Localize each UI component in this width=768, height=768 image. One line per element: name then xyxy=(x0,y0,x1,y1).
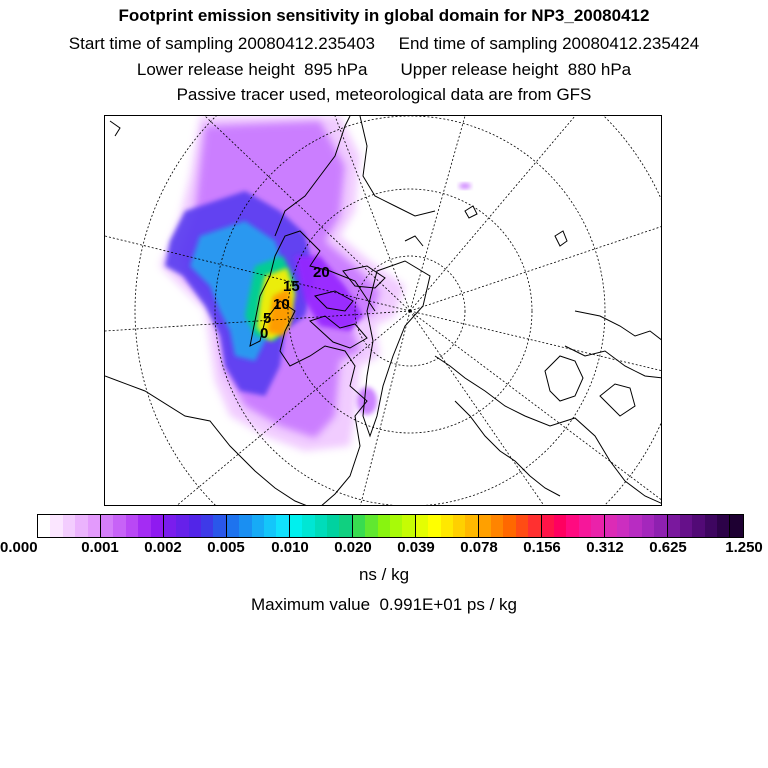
colorbar-segment xyxy=(591,515,603,537)
colorbar-tick-label: 0.000 xyxy=(0,539,38,556)
colorbar-segment xyxy=(163,515,176,537)
page-title: Footprint emission sensitivity in global domain for NP3_20080412 xyxy=(118,6,650,25)
colorbar-segment xyxy=(88,515,100,537)
colorbar-tick-label: 0.078 xyxy=(460,539,498,556)
colorbar-segment xyxy=(428,515,440,537)
colorbar-segment xyxy=(100,515,113,537)
meridian-line xyxy=(410,311,545,506)
meridian-line xyxy=(410,311,662,371)
colorbar-segment xyxy=(491,515,503,537)
colorbar-segment xyxy=(541,515,554,537)
colorbar-tick-label: 0.625 xyxy=(649,539,687,556)
colorbar-segment xyxy=(478,515,491,537)
colorbar-segment xyxy=(75,515,87,537)
colorbar-segment xyxy=(579,515,591,537)
sampling-time-line: Start time of sampling 20080412.235403 End time of sampling 20080412.235424 xyxy=(68,34,700,53)
colorbar-segment xyxy=(617,515,629,537)
colorbar-tick-label: 0.312 xyxy=(586,539,624,556)
colorbar-tick-label: 0.005 xyxy=(207,539,245,556)
colorbar-segment xyxy=(252,515,264,537)
colorbar-segment xyxy=(692,515,704,537)
colorbar-segment xyxy=(390,515,402,537)
colorbar-segment xyxy=(503,515,515,537)
colorbar-segment xyxy=(63,515,75,537)
colorbar-segment xyxy=(226,515,239,537)
colorbar-segment xyxy=(629,515,641,537)
colorbar-segment xyxy=(201,515,213,537)
colorbar-segment xyxy=(453,515,465,537)
unit-label: ns / kg xyxy=(358,565,410,584)
track-label: 20 xyxy=(313,264,330,281)
colorbar-segment xyxy=(289,515,302,537)
track-label: 10 xyxy=(273,296,290,313)
meridian-line xyxy=(410,116,465,311)
track-label: 5 xyxy=(263,310,272,327)
track-label: 15 xyxy=(283,278,300,295)
colorbar-tick-label: 0.001 xyxy=(81,539,119,556)
colorbar-segment xyxy=(365,515,377,537)
colorbar-segment xyxy=(151,515,163,537)
map-canvas xyxy=(105,116,662,506)
colorbar-segment xyxy=(642,515,654,537)
colorbar-segment xyxy=(516,515,528,537)
colorbar-segment xyxy=(680,515,692,537)
colorbar-segment xyxy=(667,515,680,537)
release-height-line: Lower release height 895 hPa Upper release height 880 hPa xyxy=(136,60,632,79)
colorbar-tick-label: 0.002 xyxy=(144,539,182,556)
footprint-map xyxy=(104,115,662,506)
tracer-info-line: Passive tracer used, meteorological data are from GFS xyxy=(176,85,592,104)
colorbar-segment xyxy=(113,515,125,537)
colorbar-segment xyxy=(38,515,50,537)
colorbar-segment xyxy=(705,515,717,537)
colorbar-segment xyxy=(213,515,225,537)
colorbar-segment xyxy=(327,515,339,537)
track-label: 0 xyxy=(260,325,269,342)
colorbar-segment xyxy=(729,515,742,537)
colorbar-segment xyxy=(239,515,251,537)
colorbar-segment xyxy=(402,515,414,537)
colorbar-segment xyxy=(276,515,288,537)
colorbar-segment xyxy=(566,515,578,537)
colorbar-segment xyxy=(50,515,62,537)
colorbar-segment xyxy=(415,515,428,537)
colorbar-segment xyxy=(315,515,327,537)
colorbar-tick-label: 0.010 xyxy=(271,539,309,556)
meridian-line xyxy=(410,226,662,311)
colorbar-tick-label: 0.020 xyxy=(334,539,372,556)
colorbar-segment xyxy=(604,515,617,537)
colorbar-segment xyxy=(352,515,365,537)
colorbar-segment xyxy=(528,515,540,537)
colorbar-segment xyxy=(302,515,314,537)
colorbar-segment xyxy=(654,515,666,537)
colorbar-segment xyxy=(264,515,276,537)
colorbar-segment xyxy=(189,515,201,537)
meridian-line xyxy=(410,311,662,501)
colorbar-segment xyxy=(717,515,729,537)
colorbar-segment xyxy=(126,515,138,537)
colorbar-segment xyxy=(378,515,390,537)
colorbar-tick-label: 0.156 xyxy=(523,539,561,556)
sensitivity-plume xyxy=(160,116,471,451)
colorbar-segment xyxy=(441,515,453,537)
colorbar-segment xyxy=(339,515,351,537)
maximum-value-label: Maximum value 0.991E+01 ps / kg xyxy=(251,595,517,614)
colorbar-segment xyxy=(554,515,566,537)
colorbar-tick-label: 1.250 xyxy=(725,539,763,556)
colorbar-segment xyxy=(138,515,150,537)
colorbar xyxy=(37,514,744,538)
colorbar-segment xyxy=(465,515,477,537)
meridian-line xyxy=(410,116,575,311)
colorbar-tick-label: 0.039 xyxy=(397,539,435,556)
colorbar-segment xyxy=(176,515,188,537)
plume-blob-small xyxy=(459,183,471,189)
